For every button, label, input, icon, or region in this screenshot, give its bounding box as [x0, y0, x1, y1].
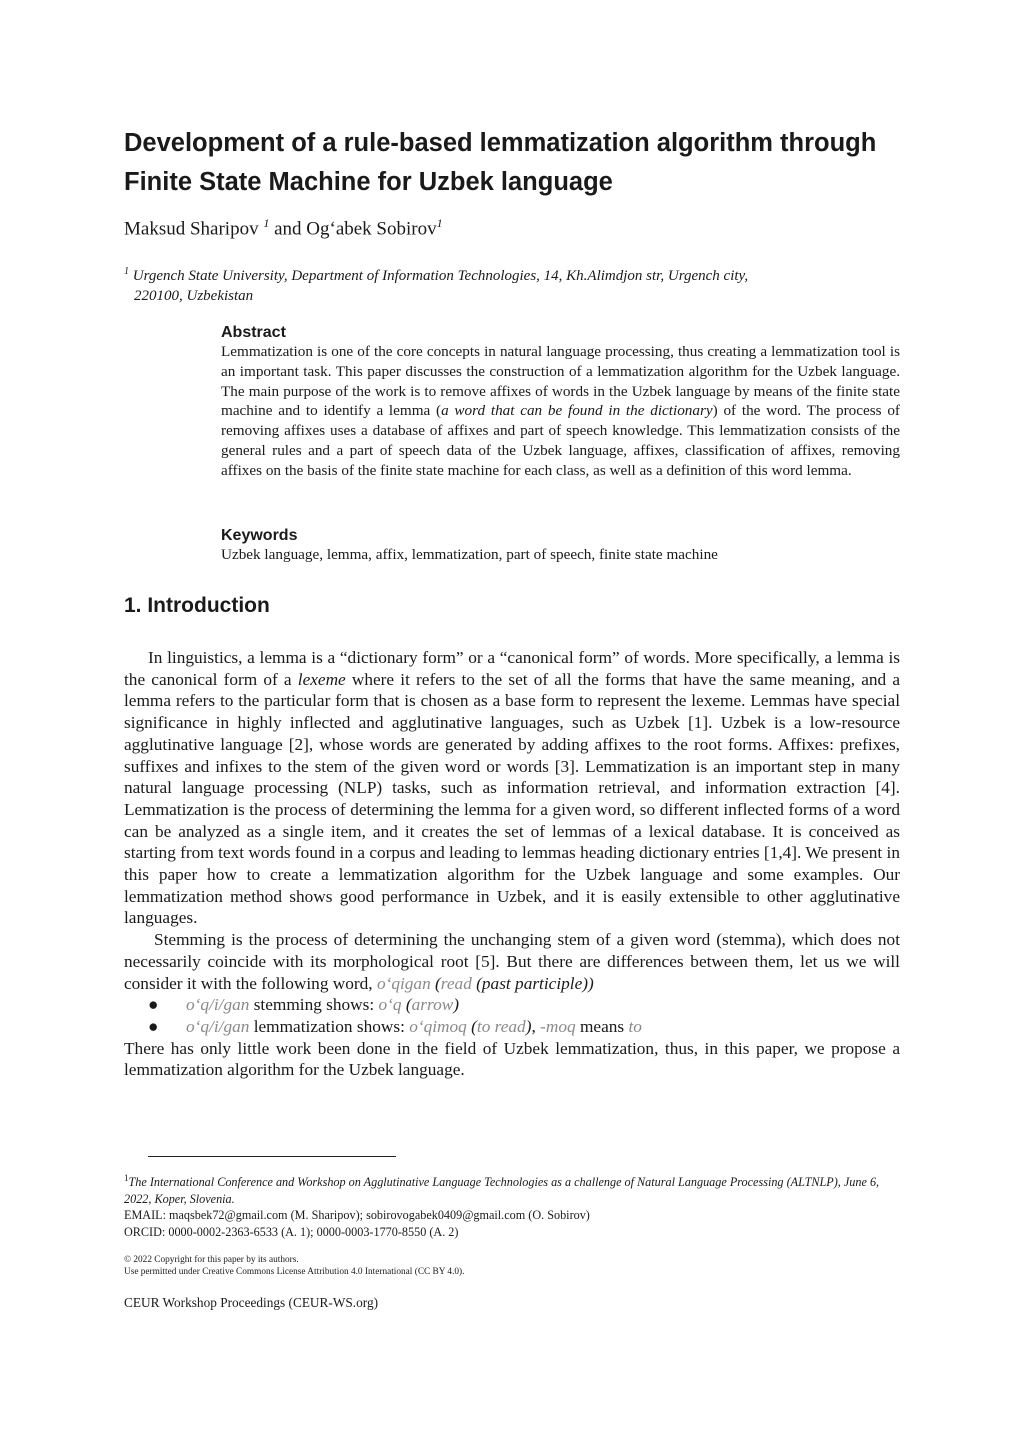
b2-word: o‘q/i/gan	[186, 1016, 250, 1036]
introduction-heading: 1. Introduction	[124, 594, 270, 617]
keywords-section	[221, 527, 900, 565]
author-2-affiliation-mark: 1	[436, 216, 443, 230]
abstract-text-italic: a word that can be found in the dictionary	[441, 402, 713, 420]
bullet-icon: ●	[148, 995, 159, 1015]
abstract-heading: Abstract	[221, 324, 286, 341]
p2-read: read	[440, 973, 472, 993]
keywords-heading: Keywords	[221, 527, 298, 544]
b1-paren-open: (	[401, 995, 412, 1015]
abstract-text-part-1: Lemmatization is one of the core concepts in natural language processing, thus creating a lemmatization tool is an important task. This paper discusses the construction of a lemmatization algorithm for the Uzbek language. The main purpose of the work is to remove affixes of words in the Uzbek language by means of the finite state machine and to identify a lemma (	[221, 343, 900, 420]
author-2: Og‘abek Sobirov	[306, 218, 437, 240]
affiliation	[124, 262, 884, 306]
introduction-body	[124, 647, 900, 1081]
p1-lexeme: lexeme	[297, 669, 346, 689]
intro-paragraph-3: There has only little work been done in the field of Uzbek lemmatization, thus, in this paper, we propose a lemmatization algorithm for the Uzbek language.	[124, 1038, 900, 1080]
b2-means: means	[575, 1016, 629, 1036]
author-1-affiliation-mark: 1	[263, 216, 270, 230]
p2-paren-open: (	[430, 973, 441, 993]
p1-text-b: where it refers to the set of all the forms that have the same meaning, and a lemma refers to the particular form that is chosen as a base form to represent the lexeme. Lemmas have special significance in highly inflected and agglutinative languages, such as Uzbek [1]. Uzbek is a low-resource agglutinative language [2], whose words are generated by adding affixes to the root forms. Affixes: prefixes, suffixes and infixes to the stem of the given word or words [3]. Lemmatization is an important step in many natural language processing (NLP) tasks, such as information retrieval, and information extraction [4]. Lemmatization is the process of determining the lemma for a given word, so different inflected forms of a word can be analyzed as a single item, and it creates the set of lemmas of a lexical database. It is conceived as starting from text words found in a corpus and leading to lemmas heading dictionary entries [1,4]. We present in this paper how to create a lemmatization algorithm for the Uzbek language and some examples. Our lemmatization method shows good performance in Uzbek, and it is easily extensible to other agglutinative languages.	[124, 669, 901, 928]
paper-title: Development of a rule-based lemmatization algorithm through Finite State Machine for Uzbek language	[124, 129, 877, 196]
b2-meaning: to read	[476, 1016, 526, 1036]
p2-text: Stemming is the process of determining the unchanging stem of a given word (stemma), which does not necessarily coincide with its morphological root [5]. But there are differences between them, let us we will consider it with the following word,	[124, 930, 900, 993]
abstract-section	[221, 324, 900, 481]
author-joiner: and	[269, 218, 307, 240]
p1-text-a: In linguistics, a lemma is a “dictionary form” or a “canonical form” of words. More specifically, a lemma is the canonical form of a	[124, 648, 900, 689]
b1-meaning: arrow	[411, 995, 454, 1015]
b2-text: lemmatization shows:	[249, 1016, 410, 1036]
intro-paragraph-1	[124, 647, 900, 929]
proceedings-label: CEUR Workshop Proceedings (CEUR-WS.org)	[124, 1295, 379, 1310]
b2-to: to	[628, 1016, 642, 1036]
footnote-orcid: ORCID: 0000-0002-2363-6533 (A. 1); 0000-0003-1770-8550 (A. 2)	[124, 1224, 459, 1239]
copyright-notice	[124, 1254, 464, 1279]
footnote-mark: 1	[124, 1173, 129, 1183]
copyright-line-2: Use permitted under Creative Commons License Attribution 4.0 International (CC BY 4.0).	[124, 1267, 465, 1278]
examples-list	[124, 994, 900, 1037]
bullet-icon: ●	[148, 1016, 159, 1036]
b2-paren-close: )	[525, 1016, 532, 1036]
footnote-email: EMAIL: maqsbek72@gmail.com (M. Sharipov); sobirovogabek0409@gmail.com (O. Sobirov)	[124, 1208, 590, 1223]
keywords-text: Uzbek language, lemma, affix, lemmatization, part of speech, finite state machine	[221, 546, 718, 563]
p2-example-word: o‘qigan	[376, 973, 431, 993]
b1-paren-close: )	[453, 995, 460, 1015]
footnote-conference	[124, 1170, 900, 1207]
b1-result: o‘q	[378, 995, 402, 1015]
copyright-line-1: © 2022 Copyright for this paper by its authors.	[124, 1255, 299, 1265]
b2-suffix: -moq	[540, 1016, 576, 1036]
b2-paren-open: (	[466, 1016, 477, 1036]
p2-past-participle: (past participle))	[471, 973, 594, 993]
author-1: Maksud Sharipov	[124, 218, 259, 240]
list-item	[124, 1016, 900, 1038]
list-item	[124, 994, 900, 1016]
author-line	[124, 216, 443, 240]
abstract-text	[221, 342, 900, 481]
footnote	[124, 1170, 900, 1240]
b1-text: stemming shows:	[249, 995, 379, 1015]
affiliation-line-2: 220100, Uzbekistan	[134, 288, 254, 304]
abstract-text-part-2: ) of the word. The process of removing affixes uses a database of affixes and part of speech knowledge. This lemmatization consists of the general rules and a part of speech data of the Uzbek language, affixes, classification of affixes, removing affixes on the basis of the finite state machine for each class, as well as a definition of this word lemma.	[221, 402, 900, 479]
footnote-conference-text: The International Conference and Workshop on Agglutinative Language Technologies as a challenge of Natural Language Processing (ALTNLP), June 6, 2022, Koper, Slovenia.	[124, 1175, 880, 1206]
b1-word: o‘q/i/gan	[186, 995, 250, 1015]
intro-paragraph-2	[124, 929, 900, 994]
affiliation-mark: 1	[124, 266, 129, 277]
b2-result: o‘qimoq	[409, 1016, 467, 1036]
footnote-divider	[148, 1156, 396, 1157]
affiliation-line-1: Urgench State University, Department of Information Technologies, 14, Kh.Alimdjon str, Urgench city,	[132, 268, 749, 284]
b2-comma: ,	[531, 1016, 541, 1036]
